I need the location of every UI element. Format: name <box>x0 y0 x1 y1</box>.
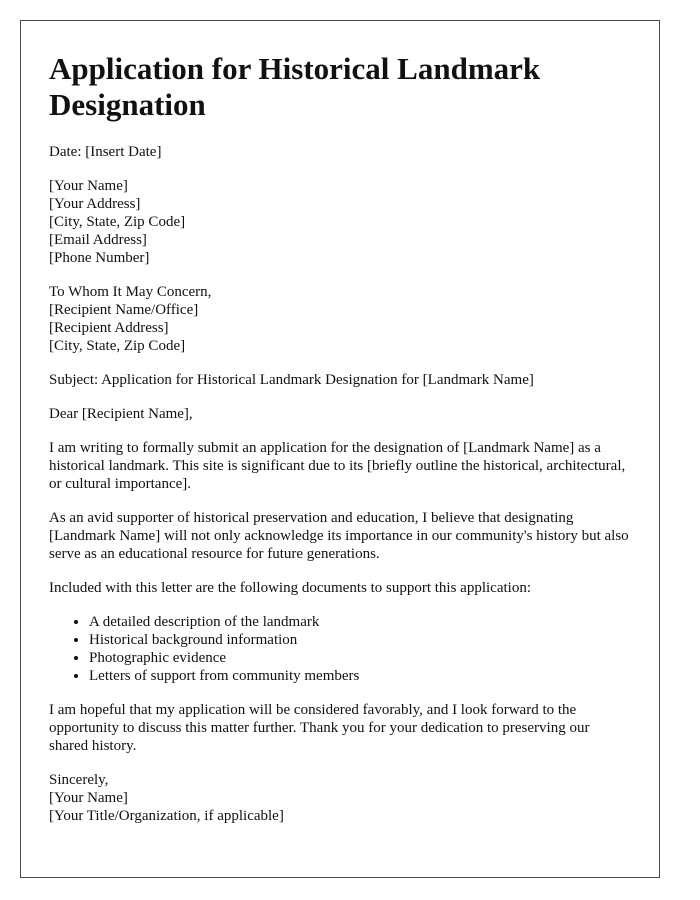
sender-block <box>49 177 631 267</box>
date-line: Date: [Insert Date] <box>49 144 162 160</box>
body-paragraph-3: Included with this letter are the following documents to support this application: <box>49 580 531 596</box>
letter-page <box>20 20 660 878</box>
list-item: • Historical background information <box>89 631 631 649</box>
letter-title: Application for Historical Landmark Designation <box>49 51 541 122</box>
recipient-name-office: [Recipient Name/Office] <box>49 302 199 318</box>
closing-block <box>49 771 631 825</box>
closing-sign-off: Sincerely, <box>49 772 109 788</box>
sender-name: [Your Name] <box>49 178 128 194</box>
recipient-block <box>49 283 631 355</box>
list-item: • A detailed description of the landmark <box>89 613 631 631</box>
sender-address: [Your Address] <box>49 196 141 212</box>
body-paragraph-1: I am writing to formally submit an application for the designation of [Landmark Name] as a historical landmark. This site is significant due to its [briefly outline the historical, architectural, or cultural importance]. <box>49 440 626 492</box>
recipient-address: [Recipient Address] <box>49 320 169 336</box>
recipient-city-state-zip: [City, State, Zip Code] <box>49 338 186 354</box>
documents-list <box>49 613 631 685</box>
closing-title: [Your Title/Organization, if applicable] <box>49 808 284 824</box>
list-item: • Photographic evidence <box>89 649 631 667</box>
sender-city-state-zip: [City, State, Zip Code] <box>49 214 186 230</box>
subject-line: Subject: Application for Historical Landmark Designation for [Landmark Name] <box>49 372 534 388</box>
sender-phone: [Phone Number] <box>49 250 150 266</box>
sender-email: [Email Address] <box>49 232 147 248</box>
salutation: Dear [Recipient Name], <box>49 406 193 422</box>
body-paragraph-2: As an avid supporter of historical preservation and education, I believe that designating [Landmark Name] will not only acknowledge its importance in our community's history but also serve as an educational resource for future generations. <box>49 510 629 562</box>
closing-name: [Your Name] <box>49 790 128 806</box>
list-item: • Letters of support from community members <box>89 667 631 685</box>
body-paragraph-4: I am hopeful that my application will be considered favorably, and I look forward to the opportunity to discuss this matter further. Thank you for your dedication to preserving our shared history. <box>49 702 590 754</box>
recipient-greeting: To Whom It May Concern, <box>49 284 212 300</box>
